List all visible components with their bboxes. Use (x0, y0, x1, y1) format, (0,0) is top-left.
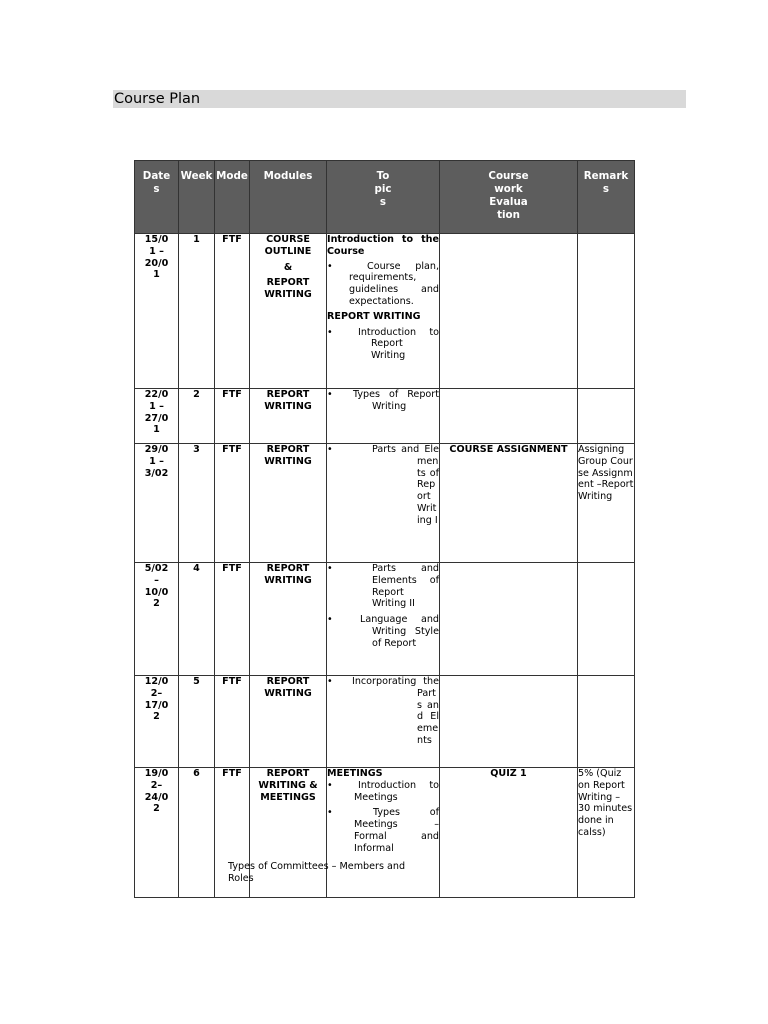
cell-week: 3 (179, 444, 215, 563)
topic-heading: Introduction to the Course (327, 234, 439, 257)
cell-week: 1 (179, 234, 215, 389)
cell-topics (327, 234, 440, 389)
cell-topics (327, 676, 440, 768)
topic-heading: REPORT WRITING (327, 310, 421, 322)
bullet-icon: • (327, 563, 333, 574)
topic-bullet: • Parts and Elements of Report Writing II (327, 563, 439, 610)
table-row (135, 444, 635, 563)
title-bar (113, 90, 686, 108)
topic-bullet: • Introduction to Report Writing (327, 326, 439, 362)
cell-remarks: 5% (Quiz on Report Writing – 30 minutes done in calss) (578, 768, 635, 898)
cell-mode: FTF (215, 768, 250, 898)
topic-bullet: • Course plan, requirements, guidelines and expectations. (327, 260, 439, 307)
cell-module: COURSE OUTLINE & REPORT WRITING (250, 234, 327, 389)
cell-dates: 15/0 1 – 20/0 1 (135, 234, 179, 389)
cell-week: 4 (179, 563, 215, 676)
cell-coursework: QUIZ 1 (440, 768, 578, 898)
topic-bullet: • Types of Meetings – Formal and Informal (327, 807, 439, 854)
cell-week: 2 (179, 389, 215, 444)
cell-mode: FTF (215, 563, 250, 676)
cell-remarks (578, 676, 635, 768)
table-row (135, 389, 635, 444)
table-row (135, 563, 635, 676)
cell-dates: 19/0 2– 24/0 2 (135, 768, 179, 898)
header-modules: Modules (250, 161, 327, 234)
cell-coursework (440, 389, 578, 444)
committees-topic-text: Types of Committees – Members and Roles (228, 861, 406, 884)
bullet-icon: • (327, 389, 333, 400)
cell-module: REPORT WRITING & MEETINGS (250, 768, 327, 898)
cell-dates: 5/02 – 10/0 2 (135, 563, 179, 676)
cell-remarks (578, 234, 635, 389)
cell-module: REPORT WRITING (250, 389, 327, 444)
cell-remarks (578, 563, 635, 676)
bullet-icon: • (327, 444, 333, 455)
bullet-icon: • (327, 676, 333, 687)
cell-topics (327, 444, 440, 563)
bullet-icon: • (327, 260, 333, 272)
cell-mode: FTF (215, 444, 250, 563)
header-coursework: Course work Evalua tion (440, 161, 578, 234)
topic-bullet: • Incorporating the Parts and Elements (327, 676, 439, 746)
header-remarks: Remark s (578, 161, 635, 234)
cell-coursework: COURSE ASSIGNMENT (440, 444, 578, 563)
cell-week: 6 (179, 768, 215, 898)
topic-bullet: • Parts and Elements of Report Writing I (327, 444, 439, 526)
cell-remarks: Assigning Group Course Assignment –Report Writing (578, 444, 635, 563)
header-dates: Date s (135, 161, 179, 234)
cell-coursework (440, 563, 578, 676)
header-week: Week (179, 161, 215, 234)
cell-topics (327, 563, 440, 676)
table-row (135, 234, 635, 389)
cell-dates: 22/0 1 – 27/0 1 (135, 389, 179, 444)
bullet-icon: • (327, 779, 333, 791)
cell-module: REPORT WRITING (250, 563, 327, 676)
cell-module: REPORT WRITING (250, 444, 327, 563)
cell-mode: FTF (215, 676, 250, 768)
table-row (135, 676, 635, 768)
header-topics: To pic s (327, 161, 440, 234)
topic-heading: MEETINGS (327, 768, 383, 779)
bullet-icon: • (327, 614, 333, 626)
page-title: Course Plan (114, 91, 201, 107)
cell-coursework (440, 234, 578, 389)
topic-bullet: • Types of Report Writing (327, 389, 439, 412)
topic-bullet: • Language and Writing Style of Report (327, 614, 439, 649)
cell-module: REPORT WRITING (250, 676, 327, 768)
cell-remarks (578, 389, 635, 444)
header-mode: Mode (215, 161, 250, 234)
cell-mode: FTF (215, 234, 250, 389)
cell-mode: FTF (215, 389, 250, 444)
cell-coursework (440, 676, 578, 768)
topic-bullet: • Introduction to Meetings (327, 779, 439, 803)
bullet-icon: • (327, 326, 333, 338)
bullet-icon: • (327, 807, 333, 819)
course-plan-table (134, 160, 635, 898)
cell-topics (327, 389, 440, 444)
table-header-row (135, 161, 635, 234)
cell-dates: 12/0 2– 17/0 2 (135, 676, 179, 768)
cell-dates: 29/0 1 – 3/02 (135, 444, 179, 563)
cell-week: 5 (179, 676, 215, 768)
